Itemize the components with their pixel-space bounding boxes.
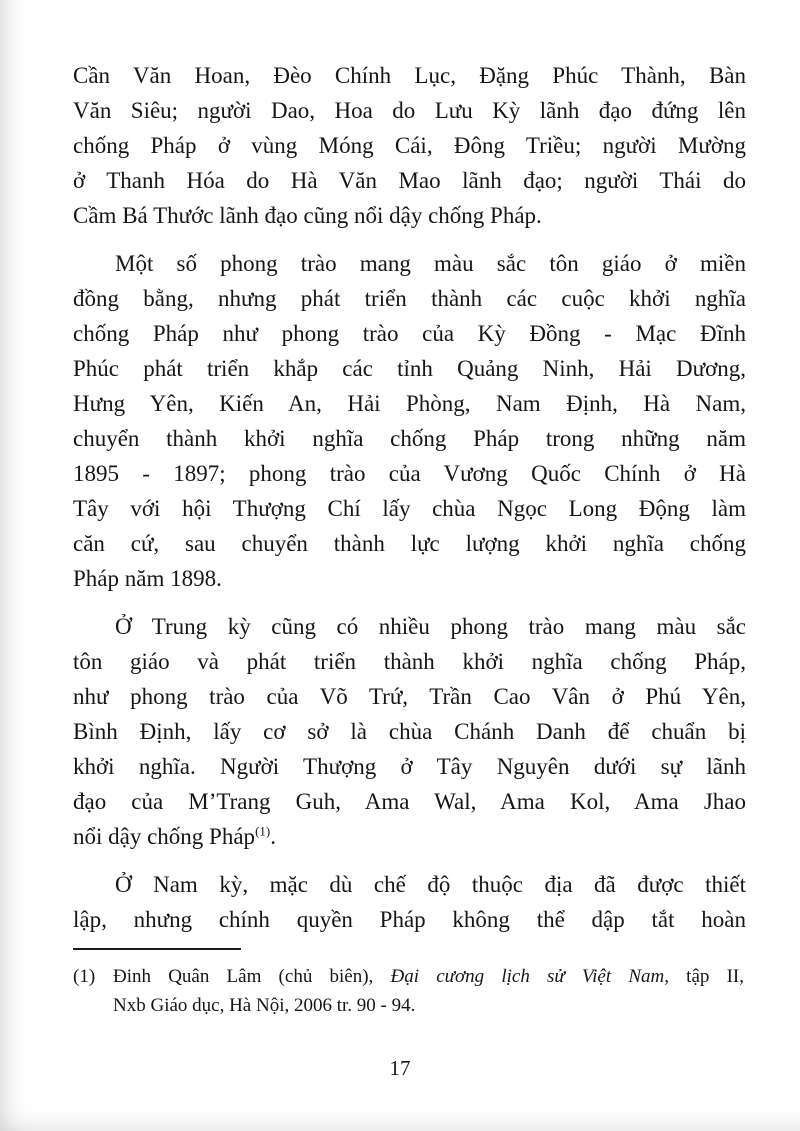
paragraph: [73, 867, 746, 937]
text-line: Một số phong trào mang màu sắc tôn giáo ở miền: [115, 251, 746, 276]
footnote-author: Đinh Quân Lâm (chủ biên),: [113, 966, 391, 987]
footnote-section: [73, 948, 744, 1020]
footnote: [73, 962, 744, 1020]
text-line: Cần Văn Hoan, Đèo Chính Lục, Đặng Phúc Thành, Bàn: [73, 63, 746, 88]
paragraph: [73, 246, 746, 596]
footnote-line: [73, 962, 744, 991]
text-line: như phong trào của Võ Trứ, Trần Cao Vân ở Phú Yên,: [73, 684, 746, 709]
text-line: Cầm Bá Thước lãnh đạo cũng nổi dậy chống Pháp.: [73, 203, 542, 228]
text-line: Tây với hội Thượng Chí lấy chùa Ngọc Long Động làm: [73, 496, 746, 521]
text-line: đạo của M’Trang Guh, Ama Wal, Ama Kol, Ama Jhao: [73, 789, 746, 814]
text-line: chống Pháp ở vùng Móng Cái, Đông Triều; người Mường: [73, 133, 746, 158]
page-number: 17: [389, 1056, 411, 1080]
text-run: nổi dậy chống Pháp: [73, 824, 256, 849]
text-line: Văn Siêu; người Dao, Hoa do Lưu Kỳ lãnh đạo đứng lên: [73, 98, 746, 123]
text-line: căn cứ, sau chuyển thành lực lượng khởi nghĩa chống: [73, 531, 746, 556]
text-line: Phúc phát triển khắp các tỉnh Quảng Ninh, Hải Dương,: [73, 356, 746, 381]
text-line: ở Thanh Hóa do Hà Văn Mao lãnh đạo; người Thái do: [73, 168, 746, 193]
text-line: chống Pháp như phong trào của Kỳ Đồng - Mạc Đĩnh: [73, 321, 746, 346]
text-run: .: [270, 824, 276, 849]
paragraph: [73, 58, 746, 233]
footnote-marker: (1): [73, 966, 96, 987]
text-line: [73, 819, 746, 854]
footnote-rule: [73, 948, 241, 950]
text-line: lập, nhưng chính quyền Pháp không thể dập tắt hoàn: [73, 907, 746, 932]
text-line: 1895 - 1897; phong trào của Vương Quốc Chính ở Hà: [73, 461, 746, 486]
text-line: Bình Định, lấy cơ sở là chùa Chánh Danh để chuẩn bị: [73, 719, 746, 744]
text-line: Pháp năm 1898.: [73, 566, 222, 591]
text-line: khởi nghĩa. Người Thượng ở Tây Nguyên dưới sự lãnh: [73, 754, 746, 779]
text-line: Hưng Yên, Kiến An, Hải Phòng, Nam Định, Hà Nam,: [73, 391, 746, 416]
text-line: Ở Nam kỳ, mặc dù chế độ thuộc địa đã được thiết: [115, 872, 746, 897]
text-line: đồng bằng, nhưng phát triển thành các cuộc khởi nghĩa: [73, 286, 746, 311]
footnote-text: [113, 962, 744, 991]
footnote-volume: tập II,: [668, 966, 744, 987]
footnote-reference: (1): [255, 823, 271, 839]
footnote-line: Nxb Giáo dục, Hà Nội, 2006 tr. 90 - 94.: [113, 995, 416, 1016]
book-title: Đại cương lịch sử Việt Nam,: [390, 966, 669, 987]
text-line: Ở Trung kỳ cũng có nhiều phong trào mang màu sắc: [115, 614, 746, 639]
text-line: chuyển thành khởi nghĩa chống Pháp trong những năm: [73, 426, 746, 451]
paragraph: [73, 609, 746, 854]
body-text: [73, 58, 746, 950]
text-line: tôn giáo và phát triển thành khởi nghĩa chống Pháp,: [73, 649, 746, 674]
